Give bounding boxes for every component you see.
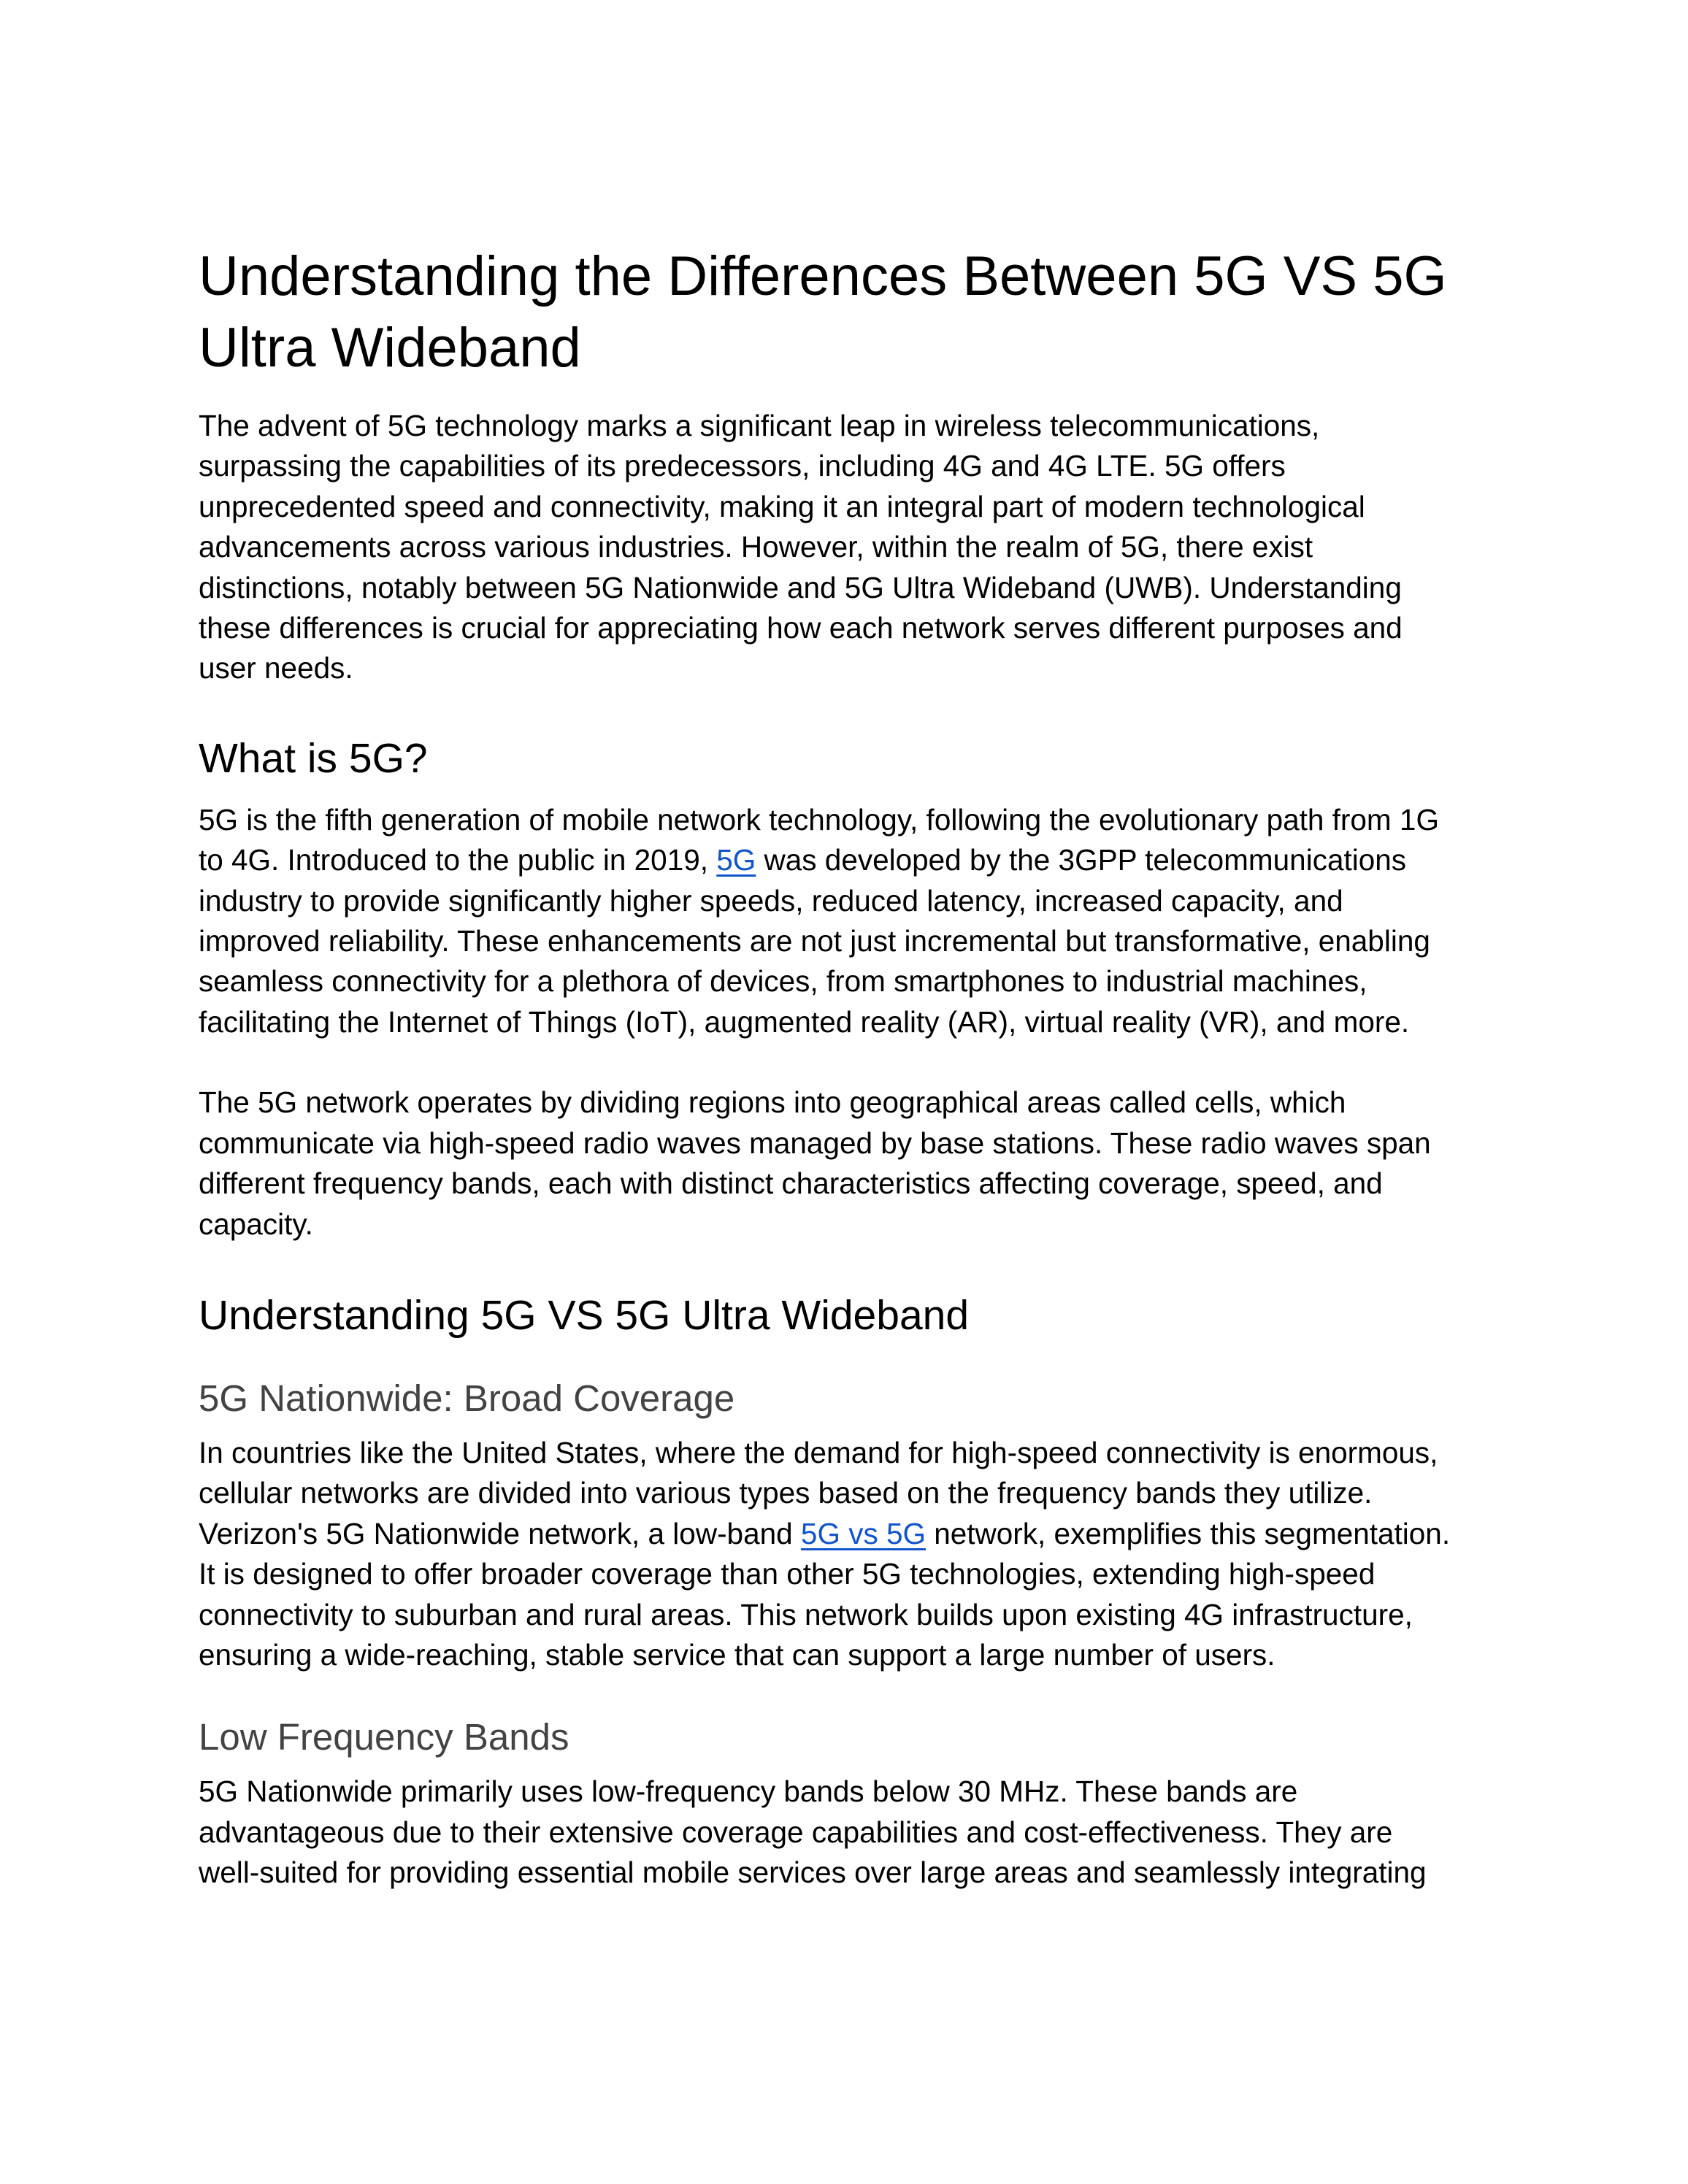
text-segment: Verizon's 5G Nationwide network, a low-band	[199, 1516, 801, 1550]
text-line: advantageous due to their extensive coverage capabilities and cost-effectiveness. They are	[199, 1815, 1393, 1849]
text-line: ensuring a wide-reaching, stable service that can support a large number of users.	[199, 1637, 1275, 1672]
text-line	[199, 840, 1513, 880]
text-line: 5G is the fifth generation of mobile network technology, following the evolutionary path from 1G	[199, 802, 1439, 837]
text-line: unprecedented speed and connectivity, making it an integral part of modern technological	[199, 489, 1365, 523]
text-line: different frequency bands, each with distinct characteristics affecting coverage, speed, and	[199, 1166, 1383, 1201]
text-segment: network, exemplifies this segmentation.	[925, 1516, 1451, 1550]
nationwide-paragraph	[199, 1433, 1513, 1675]
text-line: user needs.	[199, 651, 353, 685]
text-line: It is designed to offer broader coverage than other 5G technologies, extending high-speed	[199, 1557, 1376, 1591]
text-line: 5G Nationwide primarily uses low-frequency bands below 30 MHz. These bands are	[199, 1774, 1298, 1809]
5g-link[interactable]: 5G	[716, 843, 756, 877]
heading-low-frequency-bands: Low Frequency Bands	[199, 1716, 569, 1758]
text-line: The 5G network operates by dividing regions into geographical areas called cells, which	[199, 1085, 1346, 1120]
text-line: well-suited for providing essential mobile services over large areas and seamlessly integrating	[199, 1856, 1427, 1890]
heading-understanding-5g-vs-uwb: Understanding 5G VS 5G Ultra Wideband	[199, 1291, 970, 1339]
document-title	[199, 241, 1513, 384]
text-segment: was developed by the 3GPP telecommunications	[756, 843, 1407, 877]
text-line: The advent of 5G technology marks a significant leap in wireless telecommunications,	[199, 409, 1320, 442]
text-line: improved reliability. These enhancements are not just incremental but transformative, enabling	[199, 924, 1430, 958]
text-line: seamless connectivity for a plethora of devices, from smartphones to industrial machines,	[199, 964, 1367, 999]
text-line: distinctions, notably between 5G Nationwide and 5G Ultra Wideband (UWB). Understanding	[199, 570, 1402, 604]
text-line: surpassing the capabilities of its predecessors, including 4G and 4G LTE. 5G offers	[199, 449, 1286, 483]
title-line: Ultra Wideband	[199, 317, 581, 379]
what-is-5g-paragraph-1	[199, 800, 1513, 1042]
text-line: communicate via high-speed radio waves managed by base stations. These radio waves span	[199, 1126, 1431, 1160]
what-is-5g-paragraph-2	[199, 1083, 1513, 1245]
document-page	[199, 241, 1513, 1893]
intro-paragraph	[199, 406, 1513, 689]
text-line: connectivity to suburban and rural areas. This network builds upon existing 4G infrastructure,	[199, 1597, 1413, 1631]
text-line: cellular networks are divided into various types based on the frequency bands they utilize.	[199, 1476, 1373, 1510]
text-line: In countries like the United States, where the demand for high-speed connectivity is enormous,	[199, 1435, 1438, 1469]
5g-vs-5g-link[interactable]: 5G vs 5G	[800, 1516, 926, 1550]
low-frequency-paragraph	[199, 1772, 1513, 1893]
text-line: capacity.	[199, 1207, 313, 1241]
text-line: advancements across various industries. However, within the realm of 5G, there exist	[199, 530, 1313, 564]
text-line: facilitating the Internet of Things (IoT), augmented reality (AR), virtual reality (VR), and more.	[199, 1004, 1410, 1039]
text-line: these differences is crucial for appreciating how each network serves different purposes and	[199, 611, 1403, 645]
text-line	[199, 1514, 1513, 1554]
title-line: Understanding the Differences Between 5G VS 5G	[199, 245, 1447, 307]
text-segment: to 4G. Introduced to the public in 2019,	[199, 843, 717, 877]
heading-5g-nationwide: 5G Nationwide: Broad Coverage	[199, 1377, 735, 1419]
text-line: industry to provide significantly higher speeds, reduced latency, increased capacity, and	[199, 883, 1343, 918]
heading-what-is-5g: What is 5G?	[199, 734, 428, 782]
